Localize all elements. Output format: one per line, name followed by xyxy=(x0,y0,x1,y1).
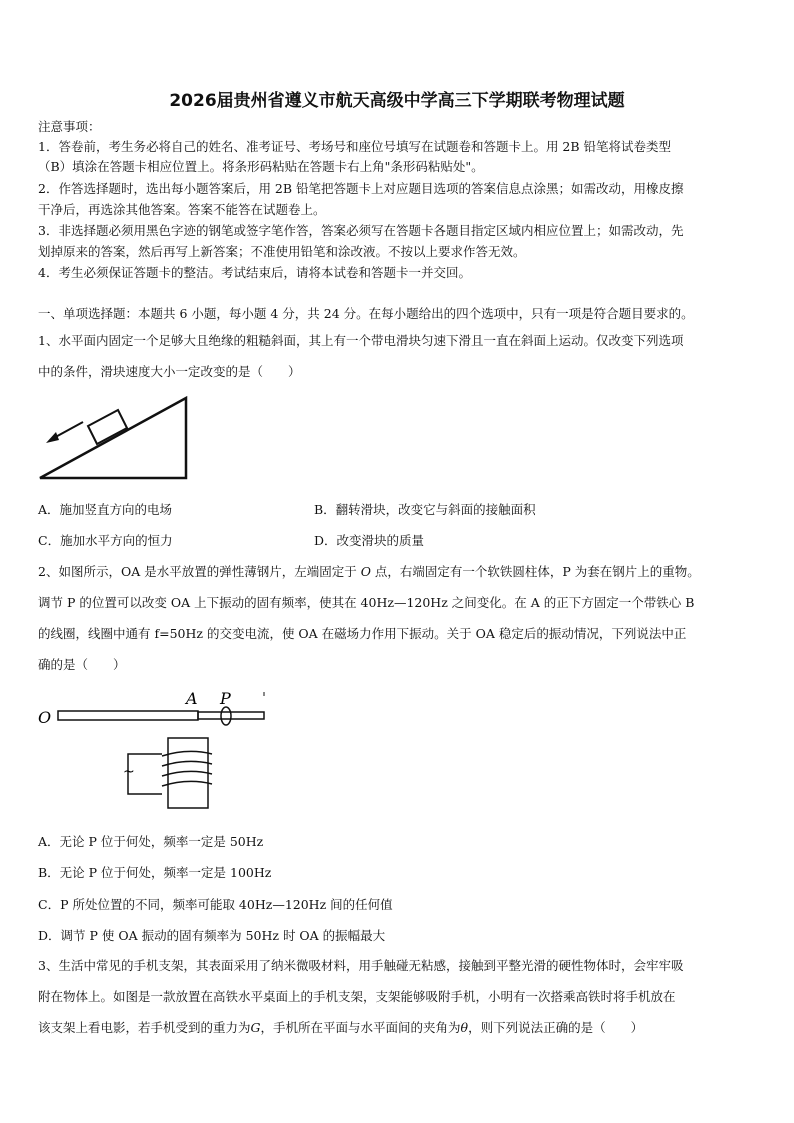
q1-option-b: B．翻转滑块，改变它与斜面的接触面积 xyxy=(314,502,536,517)
notice-item: 4．考生必须保证答题卡的整洁。考试结束后，请将本试卷和答题卡一并交回。 xyxy=(38,265,471,280)
question-1-stem: 1、水平面内固定一个足够大且绝缘的粗糙斜面，其上有一个带电滑块匀速下滑且一直在斜面上运动。仅改变下列选项 xyxy=(38,333,684,348)
q2-option-c: C．P 所处位置的不同，频率可能取 40Hz—120Hz 间的任何值 xyxy=(38,897,393,912)
question-3-stem: 附在物体上。如图是一款放置在高铁水平桌面上的手机支架，支架能够吸附手机，小明有一次搭乘高铁时将手机放在 xyxy=(38,989,676,1004)
steel-strip xyxy=(58,711,198,720)
notice-item: 干净后，再选涂其他答案。答案不能答在试题卷上。 xyxy=(38,202,326,217)
ac-source-symbol: ~ xyxy=(123,764,135,780)
question-2-stem xyxy=(38,563,760,581)
notice-heading: 注意事项： xyxy=(38,119,101,134)
q1-option-c: C．施加水平方向的恒力 xyxy=(38,533,173,548)
label-p: P xyxy=(220,689,231,708)
q3-symbol-theta: θ xyxy=(460,1020,469,1035)
q3-stem-part: ，手机所在平面与水平面间的夹角为 xyxy=(260,1020,461,1035)
oscillator-figure xyxy=(36,686,276,811)
page-title: 2026届贵州省遵义市航天高级中学高三下学期联考物理试题 xyxy=(169,91,625,111)
question-2-stem: 确的是（ ） xyxy=(38,657,126,672)
q3-stem-part: ，则下列说法正确的是（ ） xyxy=(468,1020,644,1035)
notice-item: 1．答卷前，考生务必将自己的姓名、准考证号、考场号和座位号填写在试题卷和答题卡上。用 2B 铅笔将试卷类型 xyxy=(38,139,672,154)
notice-item: 3．非选择题必须用黑色字迹的钢笔或签字笔作答，答案必须写在答题卡各题目指定区域内相应位置上；如需改动，先 xyxy=(38,223,684,238)
notice-item: （B）填涂在答题卡相应位置上。将条形码粘贴在答题卡右上角"条形码粘贴处"。 xyxy=(38,159,484,174)
q3-stem-part: 该支架上看电影，若手机受到的重力为 xyxy=(38,1020,251,1035)
incline-triangle xyxy=(40,398,186,478)
coil-winding xyxy=(162,751,212,786)
label-a: A xyxy=(186,689,198,708)
q2-option-d: D．调节 P 使 OA 振动的固有频率为 50Hz 时 OA 的振幅最大 xyxy=(38,928,386,943)
arrow-head xyxy=(46,432,59,443)
section-heading: 一、单项选择题：本题共 6 小题，每小题 4 分，共 24 分。在每小题给出的四个选项中，只有一项是符合题目要求的。 xyxy=(38,306,694,321)
question-3-stem xyxy=(38,1019,760,1037)
q2-point-o: O xyxy=(360,564,371,579)
q1-option-a: A．施加竖直方向的电场 xyxy=(38,502,173,517)
label-o: O xyxy=(38,708,52,727)
q2-stem-part: 点，右端固定有一个软铁圆柱体，P 为套在钢片上的重物。 xyxy=(370,564,700,579)
notice-item: 划掉原来的答案，然后再写上新答案；不准使用铅笔和涂改液。不按以上要求作答无效。 xyxy=(38,244,526,259)
question-2-stem: 的线圈，线圈中通有 f=50Hz 的交变电流，使 OA 在磁场力作用下振动。关于 OA 稳定后的振动情况，下列说法中正 xyxy=(38,626,687,641)
q2-option-b: B．无论 P 位于何处，频率一定是 100Hz xyxy=(38,865,272,880)
question-2-stem: 调节 P 的位置可以改变 OA 上下振动的固有频率，使其在 40Hz—120Hz 之间变化。在 A 的正下方固定一个带铁心 B xyxy=(38,595,695,610)
question-3-stem: 3、生活中常见的手机支架，其表面采用了纳米微吸材料，用手触碰无粘感，接触到平整光滑的硬性物体时，会牢牢吸 xyxy=(38,958,684,973)
q3-symbol-g: G xyxy=(250,1020,261,1035)
question-1-stem: 中的条件，滑块速度大小一定改变的是（ ） xyxy=(38,364,301,379)
incline-figure xyxy=(36,394,196,484)
q1-option-d: D．改变滑块的质量 xyxy=(314,533,425,548)
notice-item: 2．作答选择题时，选出每小题答案后，用 2B 铅笔把答题卡上对应题目选项的答案信息点涂黑；如需改动，用橡皮擦 xyxy=(38,181,684,196)
weight-p xyxy=(221,707,231,725)
q2-stem-part: 2、如图所示，OA 是水平放置的弹性薄钢片，左端固定于 xyxy=(38,564,361,579)
sliding-block xyxy=(88,410,127,444)
q2-option-a: A．无论 P 位于何处，频率一定是 50Hz xyxy=(38,834,264,849)
